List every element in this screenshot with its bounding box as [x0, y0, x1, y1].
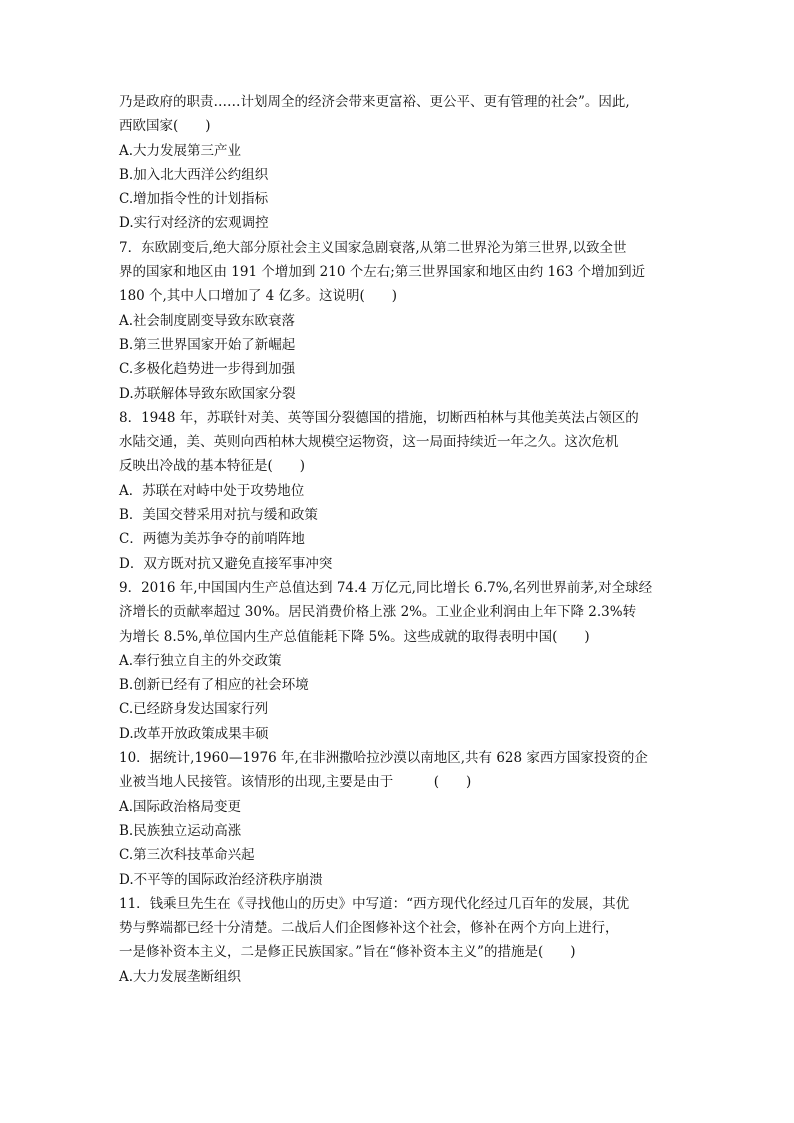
option-a: A.大力发展第三产业 — [119, 142, 242, 159]
option-c: C.已经跻身发达国家行列 — [119, 701, 269, 718]
question-9 — [119, 576, 681, 746]
option-c: C．两德为美苏争夺的前哨阵地 — [119, 531, 305, 548]
stem-line: 济增长的贡献率超过 30%。居民消费价格上涨 2%。工业企业利润由上年下降 2.3%转 — [119, 604, 637, 621]
option-a: A．苏联在对峙中处于攻势地位 — [119, 482, 305, 499]
stem-line: 9．2016 年,中国国内生产总值达到 74.4 万亿元,同比增长 6.7%,名列世界前茅,对全球经 — [119, 579, 653, 596]
question-7 — [119, 236, 681, 406]
question-content — [119, 90, 681, 989]
question-10 — [119, 746, 681, 892]
option-c: C.第三次科技革命兴起 — [119, 847, 255, 864]
question-6-tail — [119, 90, 681, 236]
stem-line: 8．1948 年，苏联针对美、英等国分裂德国的措施，切断西柏林与其他美英法占领区的 — [119, 409, 639, 426]
stem-line: 反映出冷战的基本特征是( ) — [119, 458, 306, 475]
option-d: D.不平等的国际政治经济秩序崩溃 — [119, 871, 323, 888]
option-a: A.奉行独立自主的外交政策 — [119, 652, 282, 669]
question-11 — [119, 892, 681, 989]
stem-line: 7．东欧剧变后,绝大部分原社会主义国家急剧衰落,从第二世界沦为第三世界,以致全世 — [119, 239, 627, 256]
stem-line: 11．钱乘旦先生在《寻找他山的历史》中写道：“西方现代化经过几百年的发展，其优 — [119, 895, 630, 912]
stem-line: 业被当地人民接管。该情形的出现,主要是由于 ( ) — [119, 774, 472, 791]
option-b: B．美国交替采用对抗与缓和政策 — [119, 507, 318, 524]
stem-line: 西欧国家( ) — [119, 118, 211, 135]
stem-line: 界的国家和地区由 191 个增加到 210 个左右;第三世界国家和地区由约 163 个增加到近 — [119, 264, 646, 281]
option-d: D．双方既对抗又避免直接军事冲突 — [119, 555, 333, 572]
option-d: D.改革开放政策成果丰硕 — [119, 725, 269, 742]
stem-line: 一是修补资本主义，二是修正民族国家。”旨在“修补资本主义”的措施是( ) — [119, 944, 576, 961]
stem-line: 180 个,其中人口增加了 4 亿多。这说明( ) — [119, 288, 398, 305]
stem-line: 势与弊端都已经十分清楚。二战后人们企图修补这个社会，修补在两个方向上进行， — [119, 920, 619, 937]
option-b: B.民族独立运动高涨 — [119, 822, 242, 839]
option-c: C.多极化趋势进一步得到加强 — [119, 361, 296, 378]
option-a: A.社会制度剧变导致东欧衰落 — [119, 312, 296, 329]
stem-line: 10．据统计,1960—1976 年,在非洲撒哈拉沙漠以南地区,共有 628 家西方国家投资的企 — [119, 750, 648, 767]
stem-line: 乃是政府的职责……计划周全的经济会带来更富裕、更公平、更有管理的社会”。因此, — [119, 94, 630, 110]
option-a: A.大力发展垄断组织 — [119, 968, 242, 985]
option-a: A.国际政治格局变更 — [119, 798, 242, 815]
option-b: B.加入北大西洋公约组织 — [119, 166, 269, 183]
option-b: B.第三世界国家开始了新崛起 — [119, 336, 296, 353]
option-c: C.增加指令性的计划指标 — [119, 191, 269, 208]
stem-line: 为增长 8.5%,单位国内生产总值能耗下降 5%。这些成就的取得表明中国( ) — [119, 628, 590, 645]
option-d: D.实行对经济的宏观调控 — [119, 215, 269, 232]
question-8 — [119, 406, 681, 576]
option-b: B.创新已经有了相应的社会环境 — [119, 677, 309, 694]
stem-line: 水陆交通，美、英则向西柏林大规模空运物资，这一局面持续近一年之久。这次危机 — [119, 434, 619, 451]
option-d: D.苏联解体导致东欧国家分裂 — [119, 385, 296, 402]
